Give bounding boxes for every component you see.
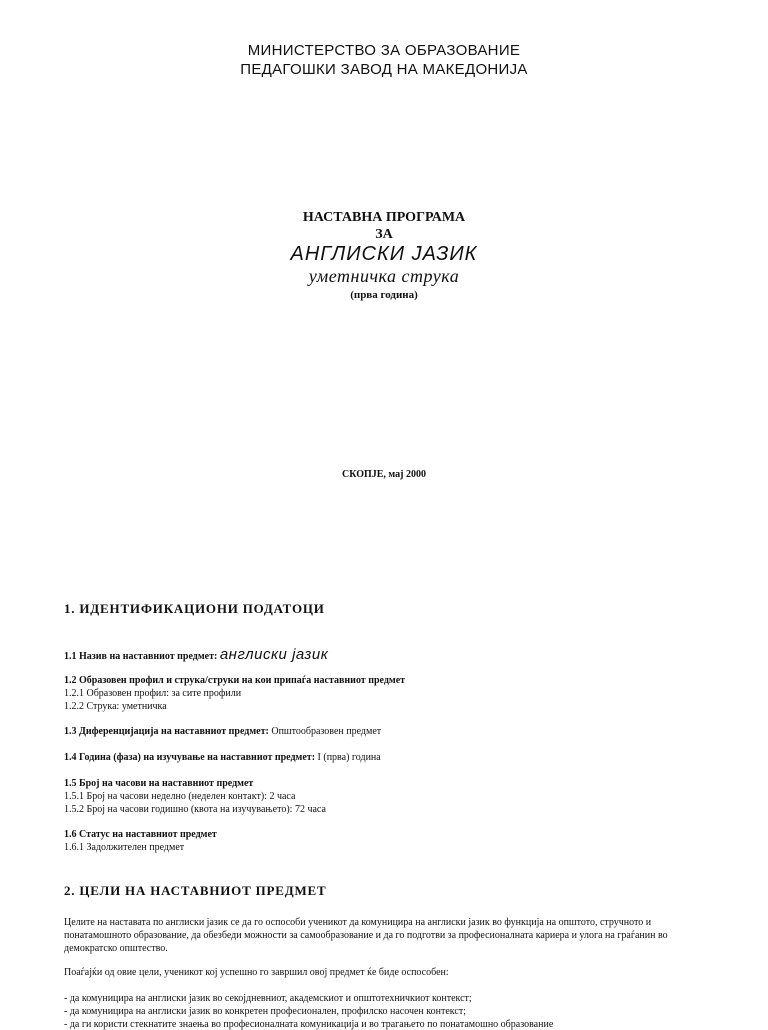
item-1-3-value: Општообразовен предмет [271, 726, 382, 737]
section-2-heading: 2. ЦЕЛИ НА НАСТАВНИОТ ПРЕДМЕТ [64, 883, 327, 898]
item-1-6-label: 1.6 Статус на наставниот предмет [64, 829, 217, 840]
item-1-1-label: 1.1 Назив на наставниот предмет: [64, 651, 218, 662]
item-1-5-label: 1.5 Број на часови на наставниот предмет [64, 778, 254, 789]
item-1-6-1: 1.6.1 Задолжителен предмет [64, 842, 185, 853]
item-1-3 [64, 726, 381, 737]
item-1-4 [64, 752, 381, 763]
program-title: НАСТАВНА ПРОГРАМА [302, 210, 466, 225]
stream-title: уметничка струка [308, 266, 460, 286]
item-1-2-1: 1.2.1 Образовен профил: за сите профили [64, 688, 242, 699]
item-1-5-1: 1.5.1 Број на часови неделно (неделен контакт): 2 часа [64, 791, 296, 802]
item-1-1 [64, 646, 328, 663]
institute-name: ПЕДАГОШКИ ЗАВОД НА МАКЕДОНИЈА [240, 61, 528, 78]
place-date: СКОПЈЕ, мај 2000 [341, 469, 427, 480]
item-1-2-2: 1.2.2 Струка: уметничка [64, 701, 167, 712]
ministry-name: МИНИСТЕРСТВО ЗА ОБРАЗОВАНИЕ [247, 42, 521, 59]
section-1-heading: 1. ИДЕНТИФИКАЦИОНИ ПОДАТОЦИ [64, 601, 325, 616]
goals-intro: Поаѓајќи од овие цели, ученикот кој успешно го завршил овој предмет ќе биде оспособен: [64, 967, 449, 978]
item-1-1-value: англиски јазик [219, 646, 329, 663]
item-1-4-value: I (прва) година [317, 752, 381, 763]
goal-bullet-3: - да ги користи стекнатите знаења во професионалната комуникација и во трагањето по понатамошно образование [64, 1019, 554, 1030]
goal-bullet-1: - да комуницира на англиски јазик во секојдневниот, академскиот и општотехничкиот контекст; [64, 993, 472, 1004]
subject-title: АНГЛИСКИ ЈАЗИК [290, 243, 478, 265]
goals-paragraph: Целите на наставата по англиски јазик се да го оспособи ученикот да комуницира на англиски јазик во функција на општото, стручното и понатамошното образование, да обезбеди можности за самообразование и да го подготви за професионалната кариера и улога на граѓанин во демократско општество. [64, 917, 668, 954]
program-title-for: ЗА [375, 227, 393, 242]
item-1-2-label: 1.2 Образовен профил и струка/струки на кои припаѓа наставниот предмет [64, 675, 406, 686]
item-1-3-label: 1.3 Диференцијација на наставниот предмет: [64, 726, 269, 737]
item-1-5-2: 1.5.2 Број на часови годишно (квота на изучувањето): 72 часа [64, 804, 326, 815]
year-label: (прва година) [350, 289, 418, 301]
goal-bullet-2: - да комуницира на англиски јазик во конкретен професионален, профилско насочен контекст; [64, 1006, 466, 1017]
item-1-4-label: 1.4 Година (фаза) на изучување на наставниот предмет: [64, 752, 316, 763]
